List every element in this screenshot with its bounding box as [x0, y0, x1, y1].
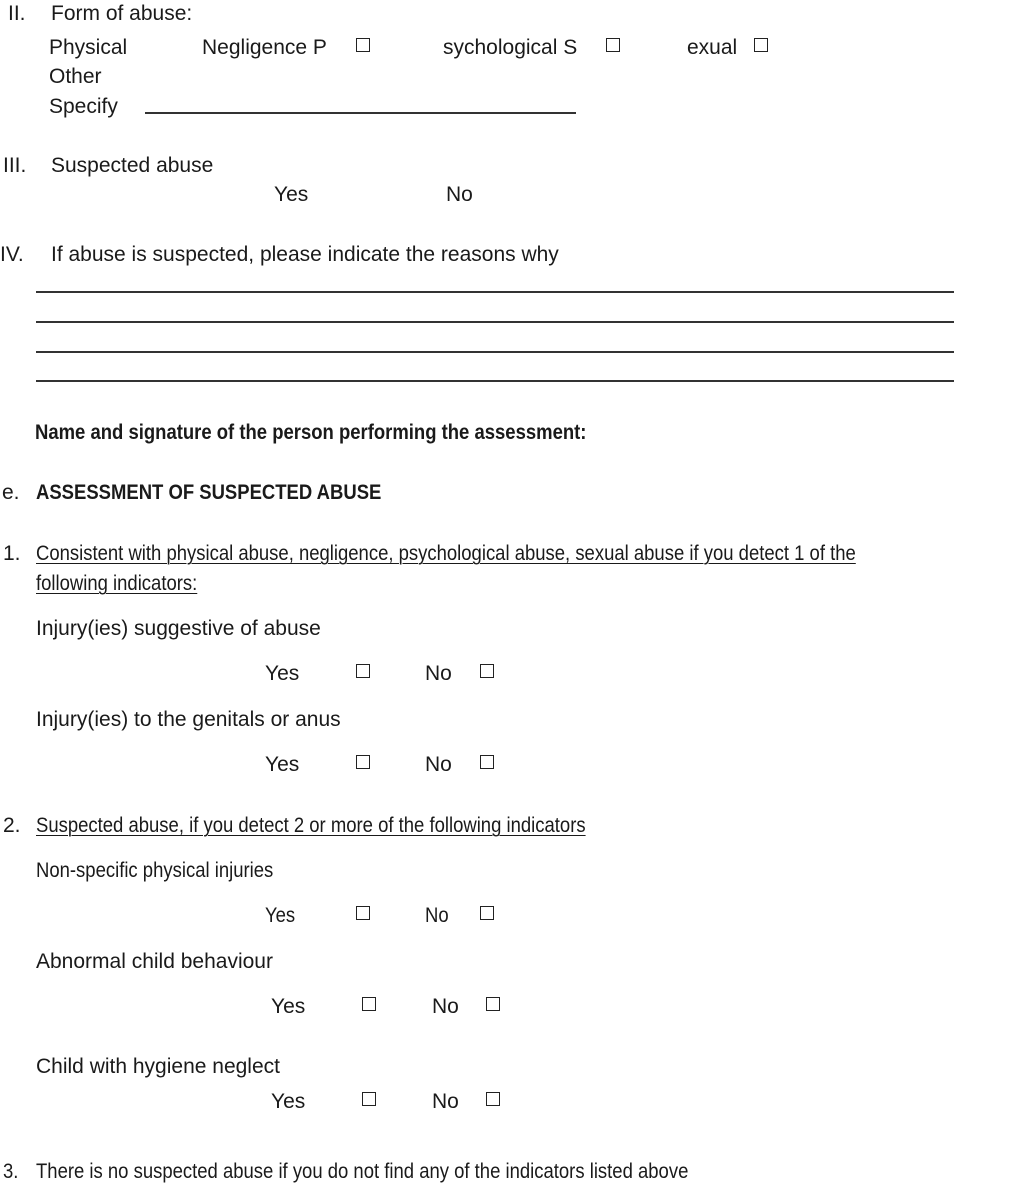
section-numeral: IV.: [0, 243, 24, 266]
yes-checkbox[interactable]: [356, 755, 370, 769]
no-checkbox[interactable]: [480, 755, 494, 769]
option-other-label: Other: [49, 65, 102, 88]
no-label: No: [432, 1090, 459, 1113]
section-heading: ASSESSMENT OF SUSPECTED ABUSE: [36, 481, 382, 504]
reason-line-3[interactable]: [36, 351, 954, 353]
yes-option[interactable]: Yes: [274, 183, 309, 206]
yes-checkbox[interactable]: [362, 1092, 376, 1106]
yes-label: Yes: [271, 995, 306, 1018]
item-text: There is no suspected abuse if you do not find any of the indicators listed above: [36, 1160, 689, 1183]
no-label: No: [425, 662, 452, 685]
indicator-label: Injury(ies) suggestive of abuse: [36, 617, 321, 640]
yes-label: Yes: [265, 904, 296, 927]
section-title: If abuse is suspected, please indicate the reasons why: [51, 243, 559, 266]
section-title: Suspected abuse: [51, 154, 214, 177]
sexual-checkbox-2[interactable]: [754, 38, 768, 52]
item-text-line2: following indicators:: [36, 572, 198, 595]
no-option[interactable]: No: [446, 183, 473, 206]
item-number: 1.: [3, 542, 21, 565]
no-checkbox[interactable]: [486, 997, 500, 1011]
indicator-label: Child with hygiene neglect: [36, 1055, 280, 1078]
no-label: No: [425, 904, 449, 927]
no-checkbox[interactable]: [480, 664, 494, 678]
no-label: No: [425, 753, 452, 776]
section-numeral: II.: [8, 2, 26, 25]
yes-label: Yes: [271, 1090, 306, 1113]
section-title: Form of abuse:: [51, 2, 193, 25]
item-text-line1: Consistent with physical abuse, negligence, psychological abuse, sexual abuse if you detect 1 of the: [36, 542, 856, 565]
reason-line-2[interactable]: [36, 321, 954, 323]
yes-checkbox[interactable]: [356, 664, 370, 678]
option-sexual-label: exual: [687, 36, 738, 59]
specify-label: Specify: [49, 95, 118, 118]
reason-line-1[interactable]: [36, 291, 954, 293]
reason-line-4[interactable]: [36, 380, 954, 382]
yes-label: Yes: [265, 662, 300, 685]
item-number: 3.: [3, 1160, 19, 1183]
specify-input-line[interactable]: [145, 112, 576, 114]
yes-label: Yes: [265, 753, 300, 776]
signature-label: Name and signature of the person performing the assessment:: [35, 421, 587, 444]
sexual-checkbox[interactable]: [606, 38, 620, 52]
indicator-label: Non-specific physical injuries: [36, 859, 274, 882]
item-text: Suspected abuse, if you detect 2 or more of the following indicators: [36, 814, 586, 837]
section-letter: e.: [2, 481, 20, 504]
indicator-label: Abnormal child behaviour: [36, 950, 273, 973]
yes-checkbox[interactable]: [356, 906, 370, 920]
section-numeral: III.: [3, 154, 27, 177]
option-psychological-label: sychological S: [443, 36, 578, 59]
no-label: No: [432, 995, 459, 1018]
no-checkbox[interactable]: [486, 1092, 500, 1106]
yes-checkbox[interactable]: [362, 997, 376, 1011]
item-number: 2.: [3, 814, 21, 837]
psychological-checkbox[interactable]: [356, 38, 370, 52]
no-checkbox[interactable]: [480, 906, 494, 920]
option-negligence-label: Negligence P: [202, 36, 327, 59]
option-physical-label: Physical: [49, 36, 128, 59]
indicator-label: Injury(ies) to the genitals or anus: [36, 708, 341, 731]
